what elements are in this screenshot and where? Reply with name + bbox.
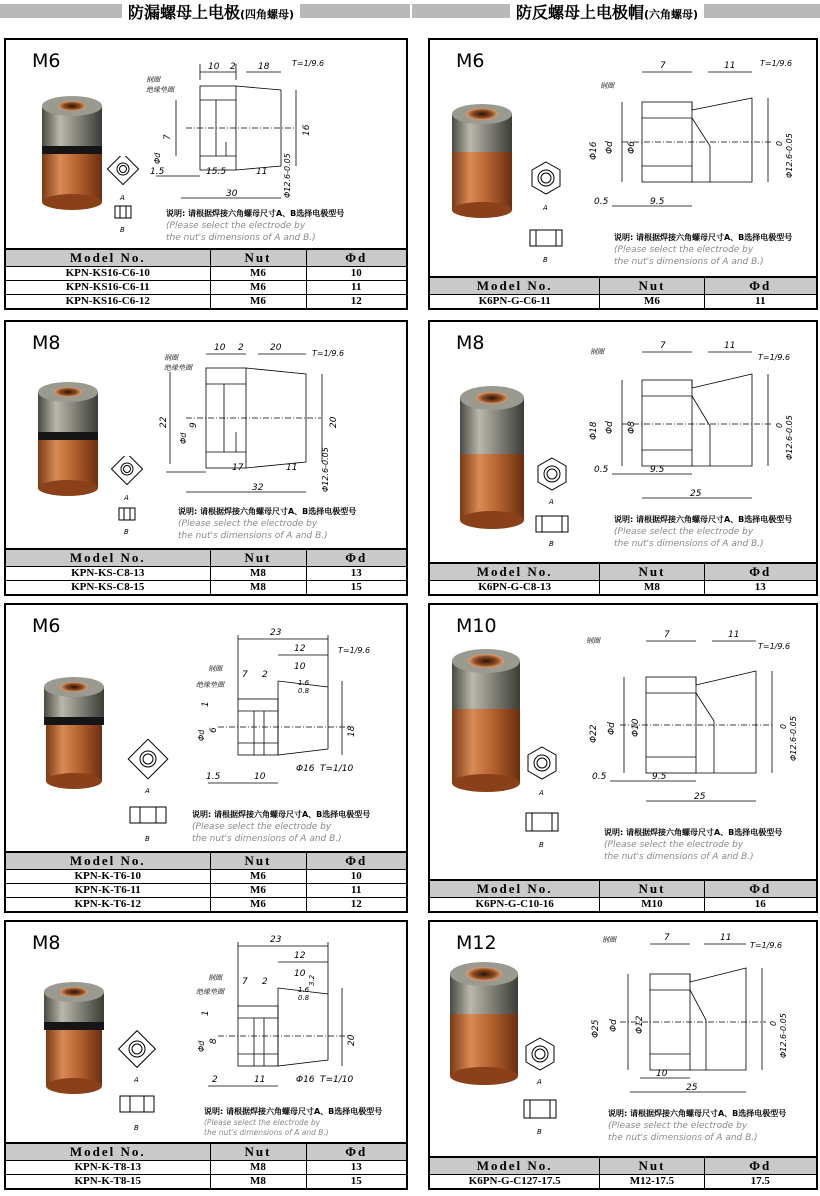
- note-en-2: the nut's dimensions of A and B.): [604, 852, 754, 862]
- note-en-1: (Please select the electrode by: [192, 822, 332, 832]
- dim-label: Φd: [609, 1019, 619, 1032]
- dim-label: 11: [256, 167, 268, 177]
- col-nut: Nut: [600, 880, 704, 898]
- header-bar: [300, 4, 410, 18]
- dim-label: 1: [201, 701, 211, 707]
- dim-label: 12: [294, 951, 306, 961]
- hex-nut-sketch: [516, 1034, 564, 1138]
- selection-note: [604, 827, 782, 863]
- dim-label-a: A: [120, 194, 125, 202]
- model-table: [6, 248, 406, 309]
- technical-drawing: [580, 928, 812, 1108]
- table-row: KPN-KS16-C6-10 M6 10: [6, 266, 406, 280]
- dim-label: 7: [660, 61, 666, 71]
- square-nut-sketch: [106, 156, 142, 234]
- note-en-1: (Please select the electrode by: [608, 1121, 748, 1131]
- col-nut: Nut: [210, 549, 306, 567]
- col-phi: Φd: [306, 249, 406, 267]
- right-section-header: [412, 0, 820, 22]
- note-en-2: the nut's dimensions of A and B.): [192, 834, 342, 844]
- dim-label: Φ25: [591, 1019, 601, 1038]
- steel-ring-label: 钢圈: [586, 637, 600, 645]
- square-nut-sketch: [110, 456, 146, 538]
- dim-label: Φ16: [296, 1075, 315, 1085]
- taper-label: T=1/9.6: [338, 646, 371, 655]
- dim-label: 12: [294, 644, 306, 654]
- dim-label: 15.5: [206, 167, 227, 177]
- electrode-photo: [452, 382, 532, 532]
- dim-label: 11: [720, 933, 732, 943]
- note-en-1: (Please select the electrode by: [604, 840, 744, 850]
- col-phi: Φd: [704, 1157, 816, 1175]
- rough-label: 1.6: [298, 986, 310, 994]
- dim-label: 25: [690, 489, 702, 499]
- dim-label: 9.5: [650, 197, 665, 207]
- thread-size: M8: [32, 332, 61, 354]
- dim-label: Φ6: [627, 141, 637, 154]
- note-en-1: (Please select the electrode by: [178, 519, 318, 529]
- left-section-header: [0, 0, 410, 22]
- col-nut: Nut: [210, 1143, 306, 1161]
- product-card-l3: [4, 603, 408, 913]
- insulating-pad-label: 绝缘垫圈: [146, 86, 174, 94]
- tolerance-label: Φ12.6-0.05: [283, 153, 292, 198]
- electrode-photo: [36, 673, 112, 793]
- dim-label: 18: [258, 62, 270, 72]
- dim-label-a: A: [543, 204, 548, 212]
- insulating-pad-label: 绝缘垫圈: [196, 681, 224, 689]
- dim-label: 7: [660, 341, 666, 351]
- dim-label: 7: [664, 630, 670, 640]
- tolerance-zero: 0: [775, 422, 784, 428]
- thread-size: M6: [32, 615, 61, 637]
- hex-nut-sketch: [522, 158, 570, 268]
- product-card-r4: [428, 920, 818, 1190]
- insulating-pad-label: 绝缘垫圈: [196, 988, 224, 996]
- table-row: K6PN-G-C10-16 M10 16: [430, 897, 816, 911]
- electrode-photo: [442, 958, 526, 1088]
- electrode-photo: [36, 978, 112, 1098]
- table-row: KPN-K-T6-10 M6 10: [6, 869, 406, 883]
- col-phi: Φd: [306, 852, 406, 870]
- table-row: KPN-KS16-C6-12 M6 12: [6, 294, 406, 308]
- tolerance-label: Φ12.6-0.05: [785, 133, 794, 178]
- dim-label: 11: [724, 61, 736, 71]
- dim-label: 0.5: [594, 197, 609, 207]
- dim-label-b: B: [124, 528, 129, 536]
- square-nut-sketch: [124, 739, 172, 849]
- col-nut: Nut: [210, 852, 306, 870]
- technical-drawing: [178, 615, 388, 795]
- col-model: Model No.: [6, 249, 210, 267]
- technical-drawing: [582, 50, 812, 220]
- note-en-1: (Please select the electrode by: [614, 245, 754, 255]
- tolerance-zero: 0: [779, 723, 788, 729]
- taper-label: T=1/9.6: [312, 349, 345, 358]
- dim-label: 9.5: [650, 465, 665, 475]
- dim-label: 18: [347, 725, 357, 737]
- dim-label: 8: [209, 1038, 219, 1044]
- dim-label-a: A: [549, 498, 554, 506]
- taper-label: T=1/9.6: [750, 941, 783, 950]
- col-phi: Φd: [704, 880, 816, 898]
- steel-ring-label: 钢圈: [600, 82, 614, 90]
- phi-d-label: Φd: [179, 432, 188, 444]
- note-en-2: the nut's dimensions of A and B.): [614, 539, 764, 549]
- dim-label-a: A: [537, 1078, 542, 1086]
- thread-size: M8: [456, 332, 485, 354]
- dim-label: 23: [270, 935, 282, 945]
- note-en-2: the nut's dimensions of A and B.): [204, 1128, 329, 1137]
- selection-note: [608, 1108, 786, 1144]
- header-bar: [0, 4, 122, 18]
- phi-d-label: Φd: [153, 152, 162, 164]
- table-row: KPN-K-T6-11 M6 11: [6, 883, 406, 897]
- dim-label: 32: [252, 483, 264, 493]
- dim-label-b: B: [145, 835, 150, 843]
- product-card-r1: [428, 38, 818, 310]
- model-table: [6, 1142, 406, 1189]
- product-card-r2: [428, 320, 818, 596]
- dim-label: 10: [656, 1069, 668, 1079]
- dim-label: Φd: [607, 722, 617, 735]
- dim-label: 25: [686, 1083, 698, 1093]
- table-row: KPN-K-T8-13 M8 13: [6, 1160, 406, 1174]
- model-table: [430, 276, 816, 309]
- electrode-photo: [444, 645, 528, 795]
- taper-label: T=1/10: [320, 764, 354, 774]
- dim-label: 10: [214, 343, 226, 353]
- steel-ring-label: 钢圈: [208, 974, 222, 982]
- dim-label: 11: [286, 463, 298, 473]
- taper-label: T=1/9.6: [760, 59, 793, 68]
- dim-label-b: B: [537, 1128, 542, 1136]
- table-row: K6PN-G-C8-13 M8 13: [430, 580, 816, 594]
- model-table: [6, 548, 406, 595]
- dim-label: 22: [159, 416, 169, 428]
- technical-drawing: [146, 332, 366, 502]
- dim-label: 0.5: [592, 772, 607, 782]
- dim-label: 10: [294, 662, 306, 672]
- note-cn: 说明: 请根据焊接六角螺母尺寸A、B选择电极型号: [608, 1109, 787, 1118]
- electrode-photo: [34, 92, 110, 212]
- note-en-2: the nut's dimensions of A and B.): [178, 531, 328, 541]
- dim-label: 10: [208, 62, 220, 72]
- col-nut: Nut: [600, 277, 704, 295]
- dim-label: 20: [270, 343, 282, 353]
- model-table: [430, 562, 816, 595]
- product-card-l2: [4, 320, 408, 596]
- hex-nut-sketch: [518, 743, 566, 853]
- right-section-title: 防反螺母上电极帽(六角螺母): [516, 2, 699, 22]
- col-model: Model No.: [6, 1143, 210, 1161]
- table-row: KPN-K-T6-12 M6 12: [6, 897, 406, 911]
- col-model: Model No.: [430, 563, 600, 581]
- dim-label: Φ12: [635, 1015, 645, 1034]
- note-en-1: (Please select the electrode by: [166, 221, 306, 231]
- square-nut-sketch: [114, 1030, 160, 1140]
- phi-d-label: Φd: [197, 1040, 206, 1052]
- dim-label-b: B: [120, 226, 125, 234]
- thread-size: M12: [456, 932, 497, 954]
- note-en-2: the nut's dimensions of A and B.): [608, 1133, 758, 1143]
- thread-size: M6: [456, 50, 485, 72]
- phi-d-label: Φd: [197, 729, 206, 741]
- dim-label: 20: [347, 1034, 357, 1046]
- dim-label: 11: [254, 1075, 266, 1085]
- steel-ring-label: 钢圈: [602, 936, 616, 944]
- note-en-2: the nut's dimensions of A and B.): [166, 233, 316, 243]
- tolerance-label: Φ12.6-0.05: [789, 716, 798, 761]
- tolerance-zero: 0: [775, 140, 784, 146]
- dim-label: 17: [232, 463, 244, 473]
- selection-note: [178, 506, 356, 542]
- taper-label: T=1/9.6: [758, 642, 791, 651]
- header-bar: [704, 4, 820, 18]
- thread-size: M6: [32, 50, 61, 72]
- dim-label: 10: [254, 772, 266, 782]
- note-cn: 说明: 请根据焊接六角螺母尺寸A、B选择电极型号: [166, 209, 345, 218]
- dim-label: 2: [262, 670, 268, 680]
- dim-label: 2: [212, 1075, 218, 1085]
- product-card-l4: [4, 920, 408, 1190]
- rough-label: 1.6: [298, 679, 310, 687]
- col-nut: Nut: [600, 1157, 704, 1175]
- model-table: [6, 851, 406, 912]
- table-row: K6PN-G-C6-11 M6 11: [430, 294, 816, 308]
- note-en-2: the nut's dimensions of A and B.): [614, 257, 764, 267]
- dim-label: 7: [163, 134, 173, 140]
- note-en-1: (Please select the electrode by: [204, 1118, 321, 1127]
- note-cn: 说明: 请根据焊接六角螺母尺寸A、B选择电极型号: [178, 507, 357, 516]
- selection-note: [204, 1106, 382, 1138]
- steel-ring-label: 钢圈: [164, 354, 178, 362]
- dim-label: 1: [201, 1010, 211, 1016]
- dim-label: 9: [189, 422, 199, 428]
- hex-nut-sketch: [528, 454, 576, 550]
- dim-label: 7: [664, 933, 670, 943]
- dim-label: 1.5: [206, 772, 221, 782]
- dim-label: 23: [270, 628, 282, 638]
- technical-drawing: [580, 617, 812, 809]
- dim-label: 2: [230, 62, 236, 72]
- dim-label-a: A: [124, 494, 129, 502]
- col-phi: Φd: [704, 563, 816, 581]
- product-card-r3: [428, 603, 818, 913]
- technical-drawing: [146, 50, 346, 200]
- col-phi: Φd: [306, 549, 406, 567]
- dim-label: 20: [329, 416, 339, 428]
- dim-label: Φ16: [296, 764, 315, 774]
- thread-size: M8: [32, 932, 61, 954]
- table-row: KPN-KS-C8-15 M8 15: [6, 580, 406, 594]
- header-bar: [412, 4, 510, 18]
- rough-label: 0.8: [298, 687, 310, 695]
- table-row: K6PN-G-C127-17.5 M12-17.5 17.5: [430, 1174, 816, 1188]
- note-cn: 说明: 请根据焊接六角螺母尺寸A、B选择电极型号: [604, 828, 783, 837]
- steel-ring-label: 钢圈: [208, 665, 222, 673]
- dim-label: 30: [226, 189, 238, 199]
- dim-label: Φ18: [589, 421, 599, 440]
- dim-label: 11: [728, 630, 740, 640]
- dim-label: 10: [294, 969, 306, 979]
- technical-drawing: [582, 330, 812, 506]
- dim-label: 25: [694, 792, 706, 802]
- taper-label: T=1/9.6: [292, 59, 325, 68]
- col-model: Model No.: [430, 277, 600, 295]
- taper-label: T=1/10: [320, 1075, 354, 1085]
- dim-label: Φ8: [627, 421, 637, 434]
- technical-drawing: [178, 926, 388, 1098]
- col-nut: Nut: [600, 563, 704, 581]
- col-model: Model No.: [430, 880, 600, 898]
- insulating-pad-label: 绝缘垫圈: [164, 364, 192, 372]
- steel-ring-label: 钢圈: [146, 76, 160, 84]
- table-row: KPN-KS16-C6-11 M6 11: [6, 280, 406, 294]
- thread-size: M10: [456, 615, 497, 637]
- dim-label: Φ22: [589, 724, 599, 743]
- roughness-label: 3.2: [308, 974, 316, 986]
- table-row: KPN-KS-C8-13 M8 13: [6, 566, 406, 580]
- dim-label-b: B: [543, 256, 548, 264]
- dim-label: 6: [209, 727, 219, 733]
- col-model: Model No.: [6, 549, 210, 567]
- dim-label: Φ16: [589, 141, 599, 160]
- dim-label: 11: [724, 341, 736, 351]
- selection-note: [192, 809, 370, 845]
- dim-label: 7: [242, 670, 248, 680]
- col-phi: Φd: [704, 277, 816, 295]
- dim-label-b: B: [539, 841, 544, 849]
- dim-label-a: A: [134, 1076, 139, 1084]
- dim-label: 9.5: [652, 772, 667, 782]
- dim-label: 7: [242, 977, 248, 987]
- selection-note: [614, 514, 792, 550]
- note-cn: 说明: 请根据焊接六角螺母尺寸A、B选择电极型号: [614, 515, 793, 524]
- dim-label-a: A: [145, 787, 150, 795]
- model-table: [430, 879, 816, 912]
- note-en-1: (Please select the electrode by: [614, 527, 754, 537]
- selection-note: [166, 208, 344, 244]
- col-model: Model No.: [6, 852, 210, 870]
- tolerance-label: Φ12.6-0.05: [779, 1013, 788, 1058]
- dim-label-b: B: [134, 1124, 139, 1132]
- dim-label: 0.5: [594, 465, 609, 475]
- dim-label-b: B: [549, 540, 554, 548]
- electrode-photo: [30, 378, 106, 498]
- selection-note: [614, 232, 792, 268]
- dim-label: 16: [302, 124, 312, 136]
- dim-label-a: A: [539, 789, 544, 797]
- note-cn: 说明: 请根据焊接六角螺母尺寸A、B选择电极型号: [614, 233, 793, 242]
- tolerance-label: Φ12.6-0.05: [321, 447, 330, 492]
- note-cn: 说明: 请根据焊接六角螺母尺寸A、B选择电极型号: [204, 1107, 383, 1116]
- steel-ring-label: 钢圈: [590, 348, 604, 356]
- col-nut: Nut: [210, 249, 306, 267]
- left-section-title: 防漏螺母上电极(四角螺母): [128, 2, 295, 22]
- col-model: Model No.: [430, 1157, 600, 1175]
- dim-label: Φd: [605, 141, 615, 154]
- table-row: KPN-K-T8-15 M8 15: [6, 1174, 406, 1188]
- taper-label: T=1/9.6: [758, 353, 791, 362]
- model-table: [430, 1156, 816, 1189]
- col-phi: Φd: [306, 1143, 406, 1161]
- tolerance-label: Φ12.6-0.05: [785, 415, 794, 460]
- note-cn: 说明: 请根据焊接六角螺母尺寸A、B选择电极型号: [192, 810, 371, 819]
- dim-label: 1.5: [150, 167, 165, 177]
- electrode-photo: [444, 100, 520, 224]
- dim-label: Φ10: [631, 718, 641, 737]
- dim-label: 2: [238, 343, 244, 353]
- dim-label: 2: [262, 977, 268, 987]
- rough-label: 0.8: [298, 994, 310, 1002]
- product-card-l1: [4, 38, 408, 310]
- dim-label: Φd: [605, 421, 615, 434]
- tolerance-zero: 0: [769, 1020, 778, 1026]
